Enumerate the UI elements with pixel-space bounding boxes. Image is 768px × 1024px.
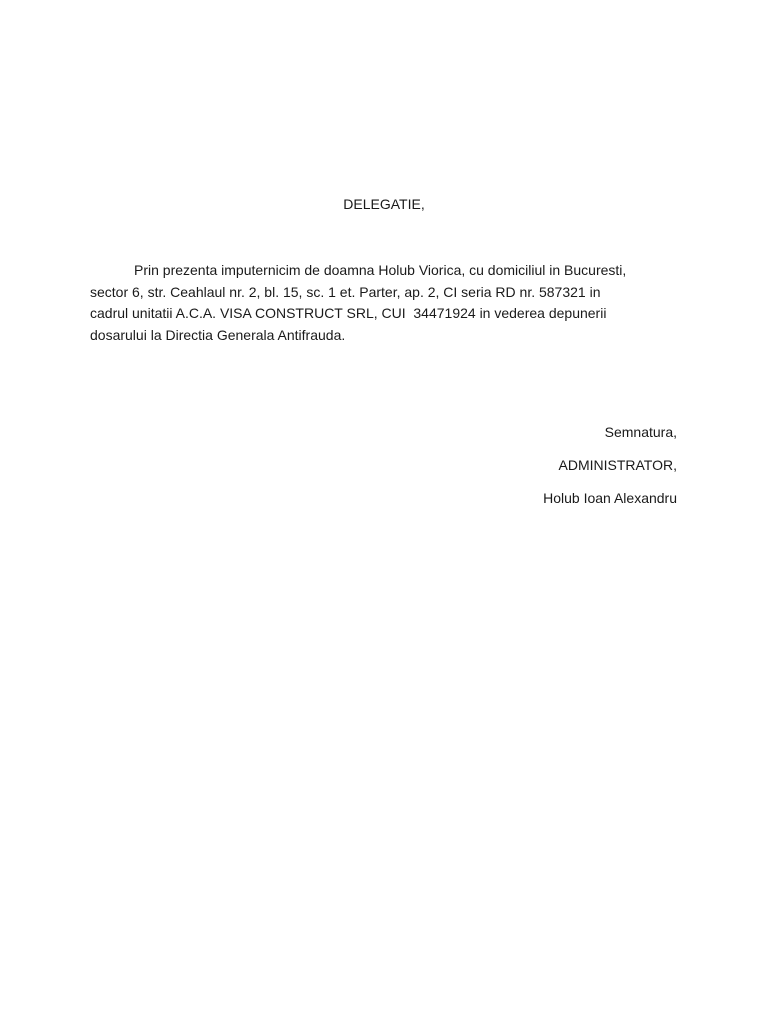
signatory-name: Holub Ioan Alexandru [543,490,677,506]
body-line-4: dosarului la Directia Generala Antifrauda. [90,326,346,343]
body-line-3: cadrul unitatii A.C.A. VISA CONSTRUCT SRL, CUI 34471924 in vederea depunerii [90,305,607,321]
document-body [90,260,675,346]
signature-label: Semnatura, [604,424,677,440]
document-title: DELEGATIE, [343,196,425,212]
body-line-1: Prin prezenta imputernicim de doamna Holub Viorica, cu domiciliul in Bucuresti, [134,262,627,278]
body-line-2: sector 6, str. Ceahlaul nr. 2, bl. 15, sc. 1 et. Parter, ap. 2, CI seria RD nr. 587321 in [90,283,601,300]
signatory-role: ADMINISTRATOR, [558,457,677,473]
